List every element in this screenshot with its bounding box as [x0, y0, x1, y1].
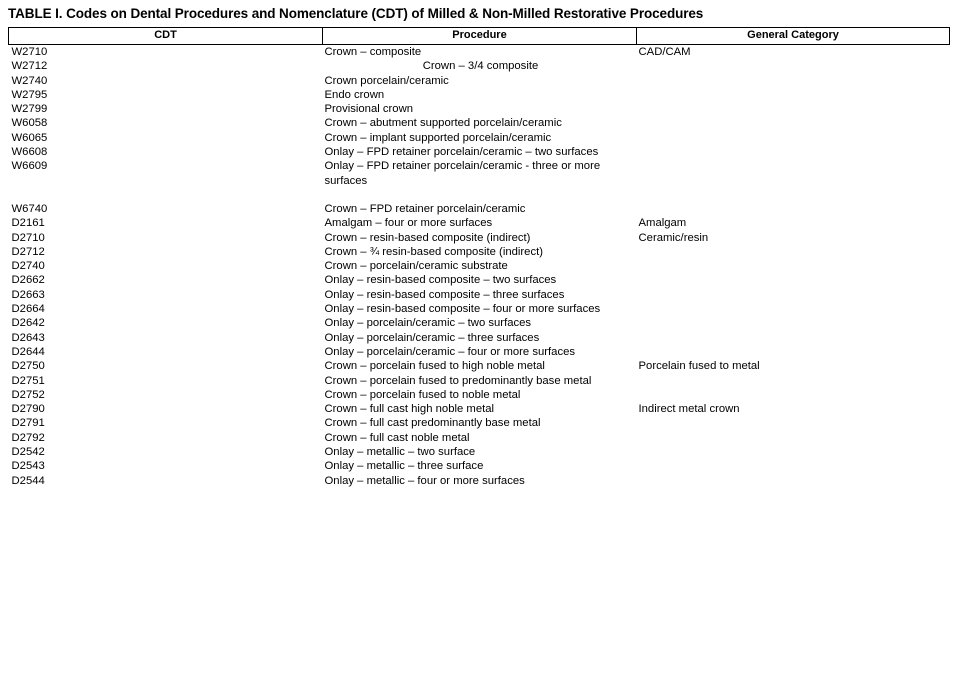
cell-procedure: Onlay – resin-based composite – three surfaces: [324, 288, 565, 301]
table-row: [9, 131, 950, 145]
cell-procedure: Crown – full cast noble metal: [324, 431, 470, 444]
cell-general-category: [637, 388, 950, 402]
cell-cdt-code: D2161: [11, 217, 45, 230]
cell-procedure: Crown – resin-based composite (indirect): [324, 231, 531, 244]
table-row: [9, 74, 950, 88]
cell-cdt-code: D2544: [11, 474, 45, 487]
cell-general-category: [637, 288, 950, 302]
cell-cdt-code: D2643: [11, 331, 45, 344]
cell-cdt-code: D2792: [11, 431, 45, 444]
cell-general-category: [637, 202, 950, 216]
table-row: [9, 231, 950, 245]
cell-cdt-code: W2740: [11, 74, 48, 87]
cdt-procedures-table: [8, 27, 950, 488]
cell-general-category: [637, 445, 950, 459]
cell-cdt-code: D2752: [11, 388, 45, 401]
cell-general-category: [637, 102, 950, 116]
table-row: [9, 216, 950, 230]
cell-general-category: [637, 59, 950, 73]
cell-general-category: [637, 302, 950, 316]
cell-procedure: Crown – abutment supported porcelain/ceramic: [324, 117, 562, 130]
cell-procedure: Crown – composite: [324, 46, 422, 58]
cell-procedure: Onlay – porcelain/ceramic – three surfaces: [324, 331, 540, 344]
cell-procedure: Onlay – metallic – two surface: [324, 446, 476, 459]
cell-cdt-code: W6609: [11, 160, 48, 173]
table-row: [9, 302, 950, 316]
spacer-cell: [637, 188, 950, 202]
cell-cdt-code: D2664: [11, 303, 45, 316]
table-row: [9, 159, 950, 188]
cell-general-category: [637, 374, 950, 388]
cell-cdt-code: W2795: [11, 88, 48, 101]
table-row: [9, 402, 950, 416]
cell-cdt-code: W2710: [11, 46, 48, 58]
column-header-procedure: Procedure: [323, 28, 637, 45]
cell-general-category: [637, 416, 950, 430]
cell-procedure: Crown – full cast high noble metal: [324, 403, 495, 416]
cell-general-category: [637, 459, 950, 473]
cell-cdt-code: D2642: [11, 317, 45, 330]
cell-procedure: Crown – porcelain fused to predominantly base metal: [324, 374, 592, 387]
cell-cdt-code: D2662: [11, 274, 45, 287]
cell-cdt-code: W2799: [11, 103, 48, 116]
spacer-cell: [323, 188, 637, 202]
cell-cdt-code: W2712: [11, 60, 48, 73]
cell-general-category: [637, 116, 950, 130]
table-header: [9, 28, 950, 45]
cell-general-category: [637, 345, 950, 359]
cell-general-category: [637, 273, 950, 287]
cell-general-category: Indirect metal crown: [638, 403, 740, 416]
cell-general-category: Ceramic/resin: [638, 231, 709, 244]
table-spacer-row: [9, 188, 950, 202]
cell-general-category: [637, 316, 950, 330]
cell-cdt-code: D2542: [11, 446, 45, 459]
cell-cdt-code: W6608: [11, 146, 48, 159]
cell-procedure: Crown – implant supported porcelain/ceramic: [324, 131, 552, 144]
table-row: [9, 102, 950, 116]
table-row: [9, 145, 950, 159]
table-header-row: [9, 28, 950, 45]
table-row: [9, 345, 950, 359]
column-header-cdt: CDT: [9, 28, 323, 45]
cell-cdt-code: D2543: [11, 460, 45, 473]
table-row: [9, 245, 950, 259]
cell-procedure: Onlay – resin-based composite – two surfaces: [324, 274, 557, 287]
table-row: [9, 374, 950, 388]
cell-general-category: [637, 245, 950, 259]
cell-procedure: Endo crown: [324, 88, 385, 101]
table-row: [9, 359, 950, 373]
cell-procedure: Onlay – metallic – four or more surfaces: [324, 474, 525, 487]
table-row: [9, 331, 950, 345]
table-row: [9, 459, 950, 473]
cell-procedure: Crown porcelain/ceramic: [324, 74, 449, 87]
table-row: [9, 88, 950, 102]
table-row: [9, 416, 950, 430]
cell-general-category: [637, 131, 950, 145]
cell-cdt-code: D2663: [11, 288, 45, 301]
cell-general-category: [637, 74, 950, 88]
spacer-cell: [9, 188, 323, 202]
cell-procedure: Onlay – porcelain/ceramic – four or more surfaces: [324, 345, 576, 358]
cell-general-category: [637, 474, 950, 488]
table-row: [9, 259, 950, 273]
cell-procedure: Onlay – metallic – three surface: [324, 460, 484, 473]
cell-cdt-code: D2790: [11, 403, 45, 416]
cell-procedure: Onlay – porcelain/ceramic – two surfaces: [324, 317, 532, 330]
cell-procedure: Crown – 3/4 composite: [422, 60, 539, 73]
cell-general-category: [637, 259, 950, 273]
cell-procedure: Onlay – FPD retainer porcelain/ceramic - three or more surfaces: [324, 160, 601, 187]
cell-general-category: [637, 331, 950, 345]
cell-cdt-code: W6065: [11, 131, 48, 144]
cell-general-category: [637, 88, 950, 102]
table-body: [9, 45, 950, 488]
cell-general-category: CAD/CAM: [638, 46, 691, 58]
cell-cdt-code: D2644: [11, 345, 45, 358]
table-row: [9, 316, 950, 330]
table-row: [9, 116, 950, 130]
cell-cdt-code: D2710: [11, 231, 45, 244]
cell-general-category: [637, 431, 950, 445]
cell-general-category: Porcelain fused to metal: [638, 360, 760, 373]
table-row: [9, 431, 950, 445]
cell-general-category: Amalgam: [638, 217, 687, 230]
table-row: [9, 45, 950, 60]
table-row: [9, 288, 950, 302]
cell-cdt-code: W6058: [11, 117, 48, 130]
cell-general-category: [637, 159, 950, 188]
cell-procedure: Crown – porcelain fused to high noble metal: [324, 360, 545, 373]
cell-cdt-code: D2750: [11, 360, 45, 373]
cell-cdt-code: D2791: [11, 417, 45, 430]
cell-procedure: Onlay – FPD retainer porcelain/ceramic – two surfaces: [324, 146, 599, 159]
table-row: [9, 273, 950, 287]
table-row: [9, 202, 950, 216]
cell-procedure: Crown – FPD retainer porcelain/ceramic: [324, 202, 526, 215]
cell-cdt-code: D2751: [11, 374, 45, 387]
cell-cdt-code: D2712: [11, 245, 45, 258]
cell-procedure: Crown – full cast predominantly base metal: [324, 417, 541, 430]
cell-procedure: Crown – ¾ resin-based composite (indirect): [324, 245, 543, 258]
cell-procedure: Provisional crown: [324, 103, 414, 116]
cell-cdt-code: D2740: [11, 260, 45, 273]
cell-procedure: Crown – porcelain fused to noble metal: [324, 388, 521, 401]
table-row: [9, 445, 950, 459]
cell-procedure: Crown – porcelain/ceramic substrate: [324, 260, 508, 273]
column-header-general-category: General Category: [637, 28, 950, 45]
cell-general-category: [637, 145, 950, 159]
table-title: TABLE I. Codes on Dental Procedures and Nomenclature (CDT) of Milled & Non-Milled Restorative Procedures: [8, 6, 704, 21]
table-row: [9, 388, 950, 402]
cell-cdt-code: W6740: [11, 202, 48, 215]
cell-procedure: Amalgam – four or more surfaces: [324, 217, 493, 230]
table-row: [9, 474, 950, 488]
cell-procedure: Onlay – resin-based composite – four or more surfaces: [324, 303, 601, 316]
table-row: [9, 59, 950, 73]
